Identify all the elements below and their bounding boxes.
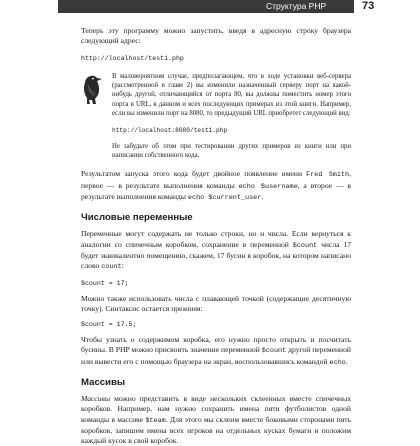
section-heading-numeric: Числовые переменные [81,212,193,224]
code-count-17-5: $count = 17.5; [81,321,137,329]
inline-code-word: count [101,263,122,272]
note-text-2: Не забудьте об этом при тестировании других примеров из книги или при написании собственного кода. [112,142,351,160]
page-content [81,24,351,446]
note-block [107,72,351,161]
inline-code-count-2: $count [261,347,287,356]
numeric-paragraph-3: Чтобы узнать о содержимом коробка, его нужно просто открыть и посчитать бусины. В PHP можно присвоить значение переменной $count другой переменной или вывести его с помощью браузера на экран, воспользовавшись командой echo. [81,335,351,367]
result-paragraph: Результатом запуска этого кода будет двойное появление имени Fred Smith, первое — в результате выполнения команды echo $username, а второе — в результате выполнения команды echo $current_user. [81,169,352,203]
arrays-paragraph: Массивы можно представить в виде нескольких склеенных вместе спичечных коробков. Например, нам нужно сохранить имена пяти футболистов одной команды в массиве $team. Для этого мы склеим вместе боковыми сторонами пять коробков, запишем имена всех игроков на отдельных кусках бумаги и положим каждый кусок в свой коробок. [81,394,351,446]
section-heading-arrays: Массивы [81,377,126,388]
numeric-paragraph-1: Переменные могут содержать не только строки, но и числа. Если вернуться к аналогии со спичечным коробком, сохранение в переменной $count числа 17 будет эквивалентно помещению, скажем, 17 бусин в коробок, на котором написано слово count: [81,229,351,272]
crow-bird-icon [81,74,105,106]
inline-code-cmd2: echo $current_user [187,194,262,203]
page-number: 73 [362,0,375,12]
chapter-title: Структура PHP [266,1,327,11]
inline-code-name: Fred Smith [306,171,350,180]
inline-code-count: $count [292,241,318,250]
code-count-17: $count = 17; [81,279,129,287]
intro-url: http://localhost/test1.php [81,54,184,62]
note-url: http://localhost:8080/test1.php [112,126,228,134]
running-header [0,0,420,15]
intro-paragraph: Теперь эту программу можно запустить, введя в адресную строку браузера следующий адрес: [81,26,351,46]
numeric-paragraph-2: Можно также использовать числа с плавающей точкой (содержащие десятичную точку). Синтаксис остается прежним: [81,293,351,313]
note-text: В маловероятном случае, предполагающем, что в ходе установки веб-сервера (рассмотренной в главе 2) вы изменили назначенный серверу порт на какой-нибудь другой, отличающийся от порта 80, вы должны поместить номер этого порта в URL, в данном и всех последующих примерах из этой книги. Например, если вы изменили порт на 8080, то предыдущий URL приобретет следующий вид: [112,72,351,118]
inline-code-cmd1: echo $username [238,182,298,191]
inline-code-team: $team [145,416,166,425]
inline-code-echo: echo [329,358,346,367]
